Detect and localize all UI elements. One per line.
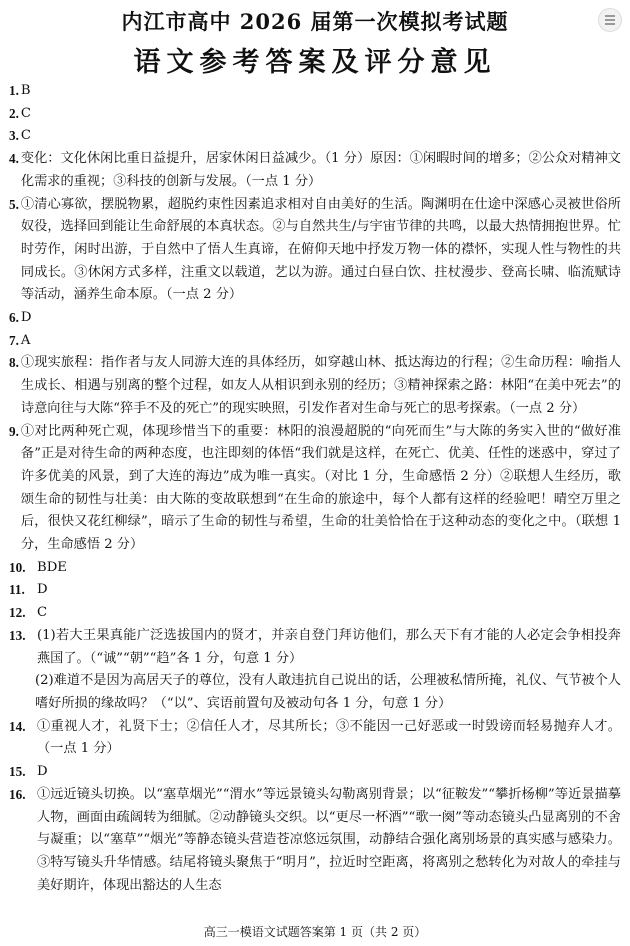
answer-text: 变化：文化休闲比重日益提升，居家休闲日益减少。（1 分）原因：①闲暇时间的增多；②公众对精神文化需求的重视；③科技的创新与发展。（一点 1 分） (20, 151, 621, 189)
question-number: 14. (9, 718, 26, 734)
question-number: 3. (9, 128, 19, 144)
answer-text: BDE (37, 559, 67, 575)
answer-item (9, 80, 621, 103)
question-number: 13. (9, 627, 26, 643)
question-number: 9. (9, 423, 19, 439)
answer-item (9, 125, 621, 148)
answer-text: D (20, 310, 32, 326)
question-number: 10. (9, 559, 26, 575)
answer-item (9, 579, 621, 602)
answer-item (9, 148, 621, 193)
question-number: 4. (9, 151, 19, 167)
answer-text: C (37, 605, 48, 621)
answer-item (9, 103, 621, 126)
question-number: 2. (9, 105, 19, 121)
answer-text: ①对比两种死亡观，体现珍惜当下的重要：林阳的浪漫超脱的“向死而生”与大陈的务实入世的“做好准备”正是对待生命的两种态度，也注即刻的体悟“我们就是这样，在死亡、优美、任性的迷惑中，穿过了许多优美的风景，到了大连的海边”成为唯一真实。（对比 1 分，生命感悟 2 分）②联想人生经历，歌颂生命的韧性与壮美：由大陈的变故联想到“在生命的旅途中，每个人都有这样的经验吧！晴空万里之后，很快又花红柳绿”，暗示了生命的韧性与希望，生命的壮美恰恰在于这种动态的变化之中。（联想 1 分，生命感悟 2 分） (20, 423, 621, 553)
question-number: 8. (9, 355, 19, 371)
question-number: 11. (9, 582, 25, 598)
answer-item (9, 761, 621, 784)
answer-text: B (20, 83, 31, 98)
answer-text: C (20, 105, 31, 121)
answer-item (9, 307, 621, 330)
answer-item (9, 557, 621, 580)
answer-text: A (20, 332, 31, 348)
answer-text: C (20, 128, 31, 144)
answer-text: ①现实旅程：指作者与友人同游大连的具体经历，如穿越山林、抵达海边的行程；②生命历程：喻指人生成长、相遇与别离的整个过程，如友人从相识到永别的经历；③精神探索之路：林阳“在美中死去”的诗意向往与大陈“猝手不及的死亡”的现实映照，引发作者对生命与死亡的思考探索。（一点 2 分） (20, 355, 621, 416)
answer-item (9, 625, 621, 670)
question-number: 7. (9, 332, 19, 348)
answer-item (9, 670, 621, 715)
answer-text: ①远近镜头切换。以“塞草烟光”“渭水”等远景镜头勾勒离别背景；以“征鞍发”“攀折杨柳”等近景描摹人物，画面由疏阔转为细腻。②动静镜头交织。以“更尽一杯酒”“歌一阕”等动态镜头凸显离别的不舍与凝重；以“塞草”“烟光”等静态镜头营造苍凉悠远氛围，动静结合强化离别场景的真实感与感染力。③特写镜头升华情感。结尾将镜头聚焦于“明月”，拉近时空距离，将离别之愁转化为对故人的牵挂与美好期许，体现出豁达的人生态 (37, 786, 621, 893)
answer-item (9, 716, 621, 761)
answer-item (9, 352, 621, 420)
answer-item (9, 602, 621, 625)
answer-item (9, 421, 621, 557)
answer-text: (1)若大王果真能广泛选拔国内的贤才，并亲自登门拜访他们，那么天下有才能的人必定会争相投奔燕国了。（“诚”“朝”“趋”各 1 分，句意 1 分） (37, 627, 621, 666)
question-number: 6. (9, 310, 19, 326)
question-number: 12. (9, 605, 26, 621)
answer-item (9, 194, 621, 308)
answer-key-title: 语文参考答案及评分意见 (133, 47, 497, 78)
answer-text: (2)难道不是因为高居天子的尊位，没有人敢违抗自己说出的话，公理被私情所掩，礼仪、气节被个人嗜好所损的缘故吗？（“以”、宾语前置句及被动句各 1 分，句意 1 分） (35, 673, 621, 711)
answer-text: D (37, 764, 48, 780)
answer-list (9, 80, 621, 897)
page-footer: 高三一模语文试题答案第 1 页（共 2 页） (203, 925, 427, 939)
question-number: 16. (9, 786, 26, 802)
exam-title: 内江市高中 2026 届第一次模拟考试题 (121, 9, 509, 34)
question-number: 5. (9, 196, 19, 212)
answer-item (9, 784, 621, 898)
answer-text: ①清心寡欲，摆脱物累，超脱约束性因素追求相对自由美好的生活。陶渊明在仕途中深感心灵被世俗所奴役，选择回到能让生命舒展的本真状态。②与自然共生/与宇宙节律的共鸣，以最大热情拥抱世界。忙时劳作，闲时出游，于自然中了悟人生真谛，在俯仰天地中抒发万物一体的襟怀，实现人性与物性的共同成长。③休闲方式多样，注重文以载道，艺以为游。通过白昼白饮、拄杖漫步、登高长啸、临流赋诗等活动，涵养生命本原。（一点 2 分） (20, 196, 621, 303)
answer-text: ①重视人才，礼贤下士；②信任人才，尽其所长；③不能因一己好恶或一时毁谤而轻易抛弃人才。（一点 1 分） (37, 718, 621, 757)
answer-item (9, 330, 621, 353)
question-number: 1. (9, 83, 19, 98)
answer-text: D (37, 582, 48, 598)
question-number: 15. (9, 764, 26, 780)
